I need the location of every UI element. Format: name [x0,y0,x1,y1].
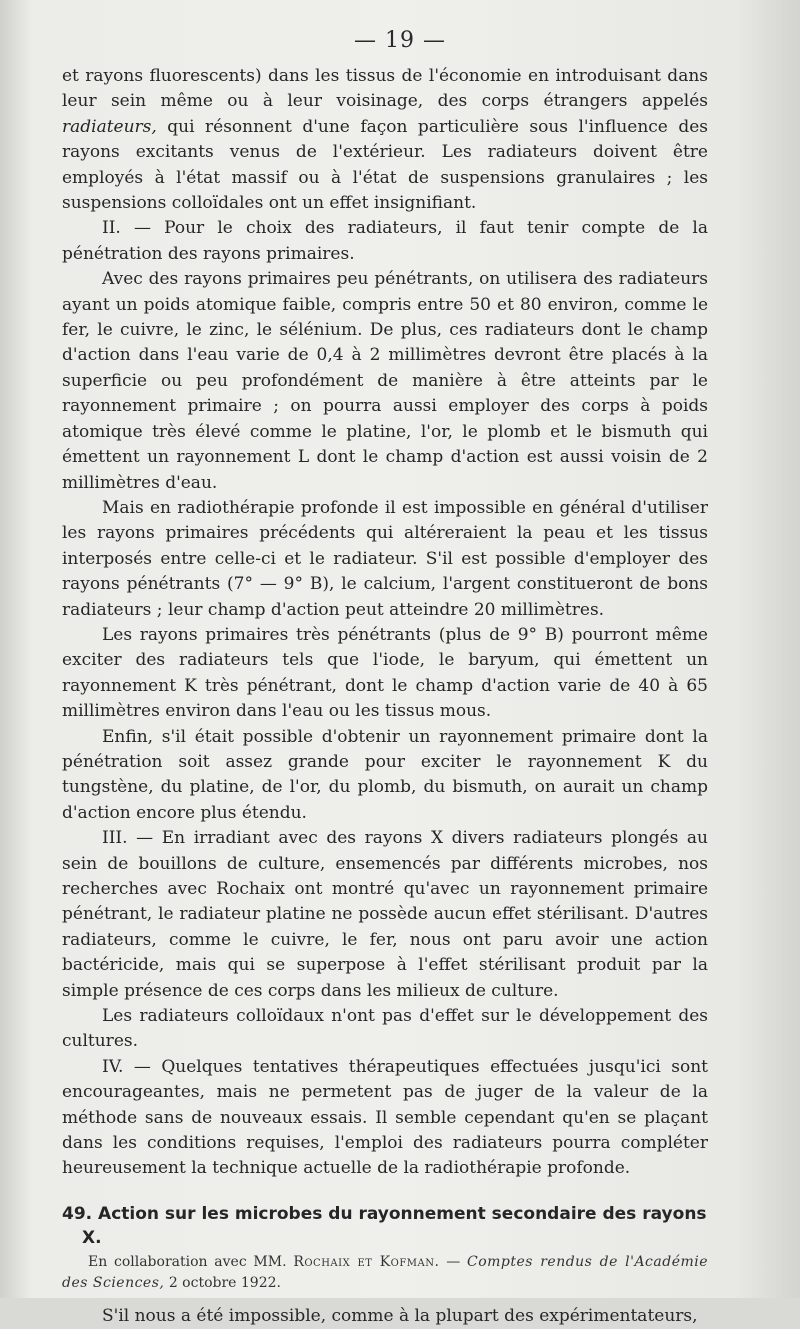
paragraph-1 [62,64,708,216]
paragraph-8: Les radiateurs colloïdaux n'ont pas d'effet sur le développement des cultures. [62,1006,708,1052]
paragraph-4: Mais en radiothérapie profonde il est impossible en général d'utiliser les rayons primaires précédents qui altéreraient la peau et les tissus interposés entre celle-ci et le radiateur. S'il est possible d'employer des rayons pénétrants (7° — 9° B), le calcium, l'argent constitueront de bons radiateurs ; leur champ d'action peut atteindre 20 millimètres. [62,497,708,620]
paragraph-1-tail: qui résonnent d'une façon particulière sous l'influence des rayons excitants venus de l'extérieur. Les radiateurs doivent être employés à l'état massif ou à l'état de suspensions granulaires ; les suspensions colloïdales ont un effet insignifiant. [62,116,708,214]
paragraph-1-text: et rayons fluorescents) dans les tissus de l'économie en introduisant dans leur sein même ou à leur voisinage, des corps étrangers appelés [62,66,708,112]
paragraph-2: II. — Pour le choix des radiateurs, il faut tenir compte de la pénétration des rayons primaires. [62,218,708,264]
section-credit [62,1252,708,1294]
credit-prefix: En collaboration avec MM. [88,1253,287,1270]
section-title: Action sur les microbes du rayonnement secondaire des rayons X. [82,1203,707,1248]
paragraph-7: III. — En irradiant avec des rayons X divers radiateurs plongés au sein de bouillons de culture, ensemencés par différents microbes, nos recherches avec Rochaix ont montré qu'avec un rayonnement primaire pénétrant, le radiateur platine ne possède aucun effet stérilisant. D'autres radiateurs, comme le cuivre, le fer, nous ont paru avoir une action bactéricide, mais qui se superpose à l'effet stérilisant produit par la simple présence de ces corps dans les milieux de culture. [62,828,708,1001]
paragraph-1-italic: radiateurs, [62,116,157,137]
credit-dash: — [446,1253,461,1270]
body-text [62,64,708,1329]
paragraph-3: Avec des rayons primaires peu pénétrants, on utilisera des radiateurs ayant un poids atomique faible, compris entre 50 et 80 environ, comme le fer, le cuivre, le zinc, le sélénium. De plus, ces radiateurs dont le champ d'action dans l'eau varie de 0,4 à 2 millimètres devront être placés à la superficie ou peu profondément de manière à être atteints par le rayonnement primaire ; on pourra aussi employer des corps à poids atomique très élevé comme le platine, l'or, le plomb et le bismuth qui émettent un rayonnement L dont le champ d'action est aussi voisin de 2 millimètres d'eau. [62,269,708,493]
paragraph-6: Enfin, s'il était possible d'obtenir un rayonnement primaire dont la pénétration soit assez grande pour exciter le rayonnement K du tungstène, du platine, de l'or, du plomb, du bismuth, on aurait un champ d'action encore plus étendu. [62,726,708,823]
paragraph-5: Les rayons primaires très pénétrants (plus de 9° B) pourront même exciter des radiateurs tels que l'iode, le baryum, qui émettent un rayonnement K très pénétrant, dont le champ d'action varie de 40 à 65 millimètres environ dans l'eau ou les tissus mous. [62,624,708,722]
final-paragraph: S'il nous a été impossible, comme à la plupart des expérimentateurs, [102,1305,698,1326]
paragraph-9: IV. — Quelques tentatives thérapeutiques effectuées jusqu'ici sont encourageantes, mais ne permetent pas de juger de la valeur de la méthode sans de nouveaux essais. Il semble cependant qu'en se plaçant dans les conditions requises, l'emploi des radiateurs pourra compléter heureusement la technique actuelle de la radiothérapie profonde. [62,1056,708,1179]
credit-names: Rochaix et Kofman. [293,1253,440,1270]
credit-journal: Comptes rendus de l'Académie des Sciences, [62,1253,709,1291]
section-heading [62,1202,708,1250]
page-number: — 19 — [354,28,446,53]
credit-date: 2 octobre 1922. [168,1274,281,1291]
section-number: 49. [62,1203,93,1224]
